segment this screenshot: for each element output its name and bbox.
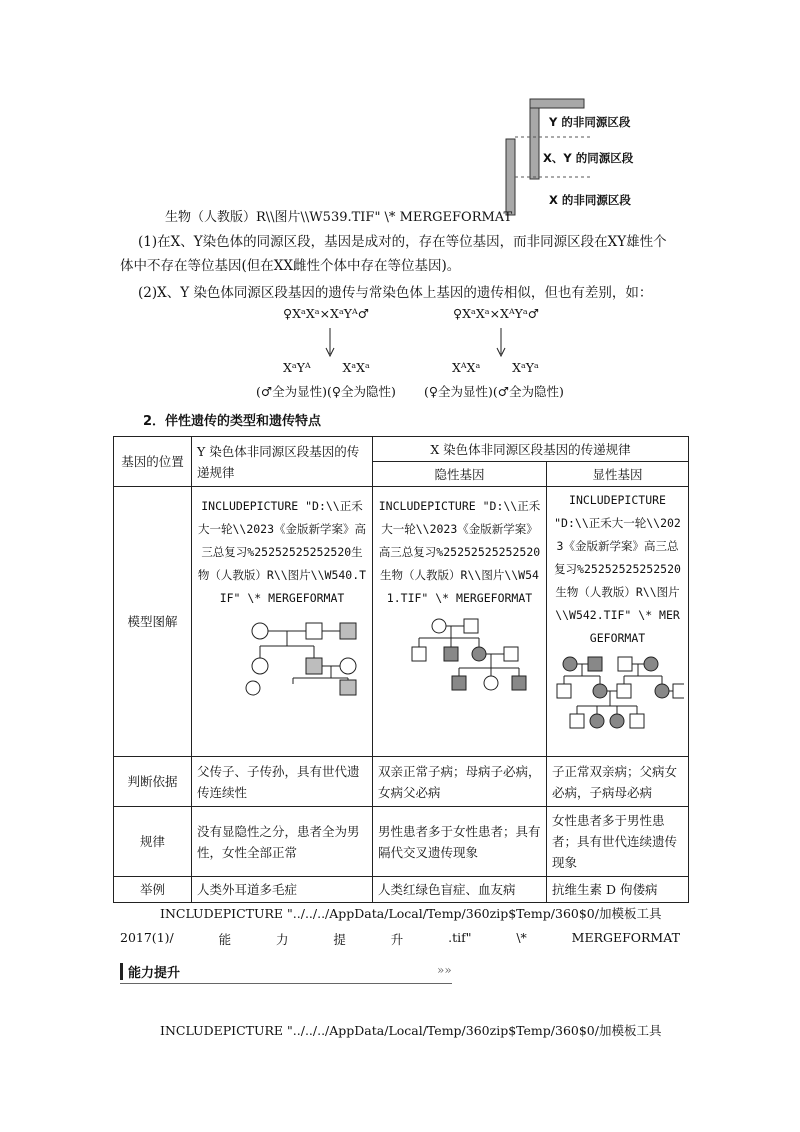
cell-model-y (192, 487, 373, 757)
cell-example-y: 人类外耳道多毛症 (192, 877, 373, 903)
pedigree-x-recessive (379, 614, 541, 694)
field-code-template-1: INCLUDEPICTURE "../../../AppData/Local/Temp/360zip$Temp/360$0/加模板工具 (160, 906, 662, 921)
row-label-basis: 判断依据 (114, 757, 192, 807)
cross-right-parents: ♀XᵃXᵃ×XᴬYᵃ♂ (453, 306, 539, 321)
y-chromosome (530, 99, 539, 179)
arrow-down-icon (324, 328, 336, 358)
field-code-part: 2017(1)/ (120, 930, 174, 945)
field-code-part: MERGEFORMAT (571, 930, 680, 945)
cross-left-parents: ♀XᵃXᵃ×XᵃYᴬ♂ (283, 306, 369, 321)
cell-rule-dominant: 女性患者多于男性患者；具有世代连续遗传现象 (547, 807, 689, 877)
cell-model-x-dominant (547, 487, 689, 757)
cross-left-note: (♂全为显性)(♀全为隐性) (256, 384, 396, 399)
field-code-part: \* (516, 930, 527, 945)
header-recessive: 隐性基因 (373, 462, 547, 487)
header-gene-position: 基因的位置 (114, 437, 192, 487)
field-code-part: 能 (218, 932, 232, 947)
cell-basis-dominant: 子正常双亲病；父病女必病，子病母必病 (547, 757, 689, 807)
cell-example-dominant: 抗维生素 D 佝偻病 (547, 877, 689, 903)
double-chevron-icon: »» (437, 963, 452, 977)
y-chromosome-cap (530, 99, 584, 108)
pedigree-x-dominant (552, 654, 684, 732)
label-xy-homologous: X、Y 的同源区段 (543, 151, 634, 165)
field-code-w540: INCLUDEPICTURE "D:\\正禾大一轮\\2023《金版新学案》高三总复习%25252525252520生物（人教版）R\\图片\\W540.TIF" \* MERGEFORMAT (197, 499, 367, 605)
header-x-rule: X 染色体非同源区段基因的传递规律 (373, 437, 689, 462)
section-heading-2: 2．伴性遗传的类型和遗传特点 (143, 414, 322, 429)
field-code-w539: 生物（人教版）R\\图片\\W539.TIF" \* MERGEFORMAT (165, 210, 513, 225)
field-code-part: 力 (275, 932, 289, 947)
pedigree-y-linked (198, 616, 366, 696)
header-y-rule: Y 染色体非同源区段基因的传递规律 (192, 437, 373, 487)
arrow-down-icon (495, 328, 507, 358)
cell-rule-y: 没有显隐性之分，患者全为男性，女性全部正常 (192, 807, 373, 877)
cell-rule-recessive: 男性患者多于女性患者；具有隔代交叉遗传现象 (373, 807, 547, 877)
field-code-template-1-cont (120, 930, 680, 948)
cross-right-note: (♀全为显性)(♂全为隐性) (424, 384, 564, 399)
label-x-nonhomologous: X 的非同源区段 (549, 193, 631, 207)
field-code-part: 升 (390, 932, 404, 947)
cell-basis-recessive: 双亲正常子病；母病子必病，女病父必病 (373, 757, 547, 807)
section-label-ability: 能力提升 (128, 966, 181, 981)
section-underline (120, 983, 452, 984)
paragraph-2: (2)X、Y 染色体同源区段基因的遗传与常染色体上基因的遗传相似，但也有差别，如： (138, 285, 653, 301)
field-code-w542: INCLUDEPICTURE "D:\\正禾大一轮\\2023《金版新学案》高三总复习%25252525252520生物（人教版）R\\图片\\W542.TIF" \* MERGEFORMAT (554, 493, 681, 645)
field-code-template-2: INCLUDEPICTURE "../../../AppData/Local/Temp/360zip$Temp/360$0/加模板工具 (160, 1023, 662, 1038)
cross-left-offspring: XᵃYᴬ XᵃXᵃ (283, 360, 370, 375)
paragraph-1: (1)在X、Y染色体的同源区段，基因是成对的，存在等位基因，而非同源区段在XY雄性个体中不存在等位基因(但在XX雌性个体中存在等位基因)。 (120, 234, 667, 274)
field-code-part: .tif" (448, 930, 472, 945)
label-y-nonhomologous: Y 的非同源区段 (549, 115, 631, 129)
cell-example-recessive: 人类红绿色盲症、血友病 (373, 877, 547, 903)
cell-basis-y: 父传子、子传孙，具有世代遗传连续性 (192, 757, 373, 807)
cell-model-x-recessive (373, 487, 547, 757)
section-marker-bar (120, 963, 123, 980)
row-label-rule: 规律 (114, 807, 192, 877)
row-label-example: 举例 (114, 877, 192, 903)
x-chromosome (506, 139, 515, 215)
field-code-w541: INCLUDEPICTURE "D:\\正禾大一轮\\2023《金版新学案》高三总复习%25252525252520生物（人教版）R\\图片\\W541.TIF" \* MERGEFORMAT (378, 499, 541, 605)
header-dominant: 显性基因 (547, 462, 689, 487)
row-label-model: 模型图解 (114, 487, 192, 757)
cross-right-offspring: XᴬXᵃ XᵃYᵃ (452, 360, 539, 375)
inheritance-table (113, 436, 689, 903)
field-code-part: 提 (333, 932, 346, 947)
